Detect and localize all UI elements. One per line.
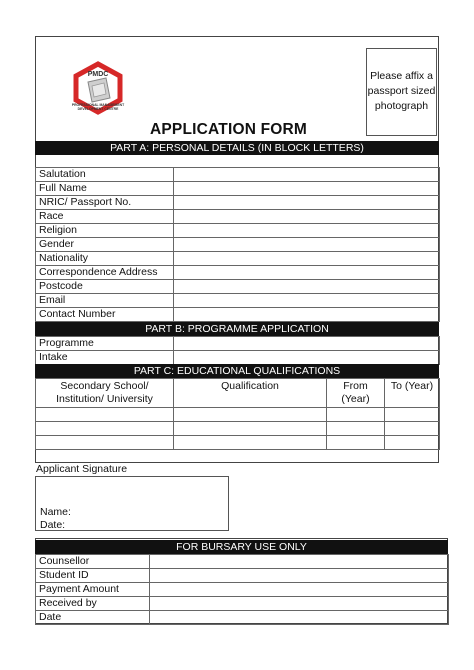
logo-abbr: PMDC — [87, 71, 109, 78]
table-row — [36, 555, 449, 569]
field-input[interactable] — [174, 351, 440, 365]
table-row — [36, 238, 440, 252]
part-b-heading: PART B: PROGRAMME APPLICATION — [35, 322, 439, 336]
field-input[interactable] — [174, 308, 440, 322]
table-row — [36, 597, 449, 611]
table-row — [36, 436, 440, 450]
col-qualification: Qualification — [174, 379, 327, 408]
field-label: Nationality — [36, 252, 174, 266]
part-a-table — [35, 167, 440, 322]
table-row — [36, 422, 440, 436]
table-row — [36, 583, 449, 597]
table-row — [36, 224, 440, 238]
field-input[interactable] — [150, 611, 449, 625]
col-from-year: From (Year) — [327, 379, 385, 408]
field-input[interactable] — [174, 266, 440, 280]
field-label: NRIC/ Passport No. — [36, 196, 174, 210]
field-label: Intake — [36, 351, 174, 365]
part-a-heading: PART A: PERSONAL DETAILS (IN BLOCK LETTERS) — [35, 141, 439, 155]
table-row — [36, 210, 440, 224]
field-label: Programme — [36, 337, 174, 351]
field-input[interactable] — [174, 294, 440, 308]
table-row — [36, 280, 440, 294]
field-input[interactable] — [174, 238, 440, 252]
field-input[interactable] — [150, 597, 449, 611]
signature-box[interactable] — [35, 476, 229, 531]
field-input[interactable] — [174, 252, 440, 266]
field-input[interactable] — [150, 583, 449, 597]
field-label: Gender — [36, 238, 174, 252]
field-label: Correspondence Address — [36, 266, 174, 280]
table-row — [36, 168, 440, 182]
bursary-table — [35, 554, 449, 625]
field-label: Email — [36, 294, 174, 308]
field-label: Postcode — [36, 280, 174, 294]
table-row — [36, 252, 440, 266]
field-input[interactable] — [150, 569, 449, 583]
signature-name-label: Name: — [40, 506, 71, 518]
field-label: Contact Number — [36, 308, 174, 322]
part-c-table — [35, 378, 440, 450]
col-to-year: To (Year) — [385, 379, 440, 408]
photo-box: Please affix a passport sized photograph — [366, 48, 437, 136]
table-row — [36, 611, 449, 625]
logo-org-name: PROFESSIONAL MANAGEMENT DEVELOPMENT CENTRE — [71, 103, 125, 111]
table-row — [36, 308, 440, 322]
field-label: Received by — [36, 597, 150, 611]
field-label: Full Name — [36, 182, 174, 196]
field-label: Date — [36, 611, 150, 625]
page-title: APPLICATION FORM — [150, 121, 308, 138]
table-row — [36, 294, 440, 308]
col-school: Secondary School/ Institution/ University — [36, 379, 174, 408]
field-input[interactable] — [174, 196, 440, 210]
part-c-heading: PART C: EDUCATIONAL QUALIFICATIONS — [35, 364, 439, 378]
signature-date-label: Date: — [40, 519, 66, 531]
table-row — [36, 408, 440, 422]
pmdc-logo-icon — [70, 60, 126, 120]
field-input[interactable] — [150, 555, 449, 569]
table-row — [36, 266, 440, 280]
table-row — [36, 351, 440, 365]
field-label: Race — [36, 210, 174, 224]
table-row — [36, 196, 440, 210]
field-label: Religion — [36, 224, 174, 238]
table-row — [36, 337, 440, 351]
signature-label: Applicant Signature — [36, 463, 128, 475]
field-label: Salutation — [36, 168, 174, 182]
field-input[interactable] — [174, 210, 440, 224]
field-label: Counsellor — [36, 555, 150, 569]
part-b-table — [35, 336, 440, 365]
bursary-heading: FOR BURSARY USE ONLY — [35, 540, 448, 554]
field-input[interactable] — [174, 168, 440, 182]
table-row — [36, 569, 449, 583]
field-input[interactable] — [174, 182, 440, 196]
field-input[interactable] — [174, 280, 440, 294]
field-input[interactable] — [174, 337, 440, 351]
table-row — [36, 182, 440, 196]
field-label: Student ID — [36, 569, 150, 583]
field-input[interactable] — [174, 224, 440, 238]
field-label: Payment Amount — [36, 583, 150, 597]
